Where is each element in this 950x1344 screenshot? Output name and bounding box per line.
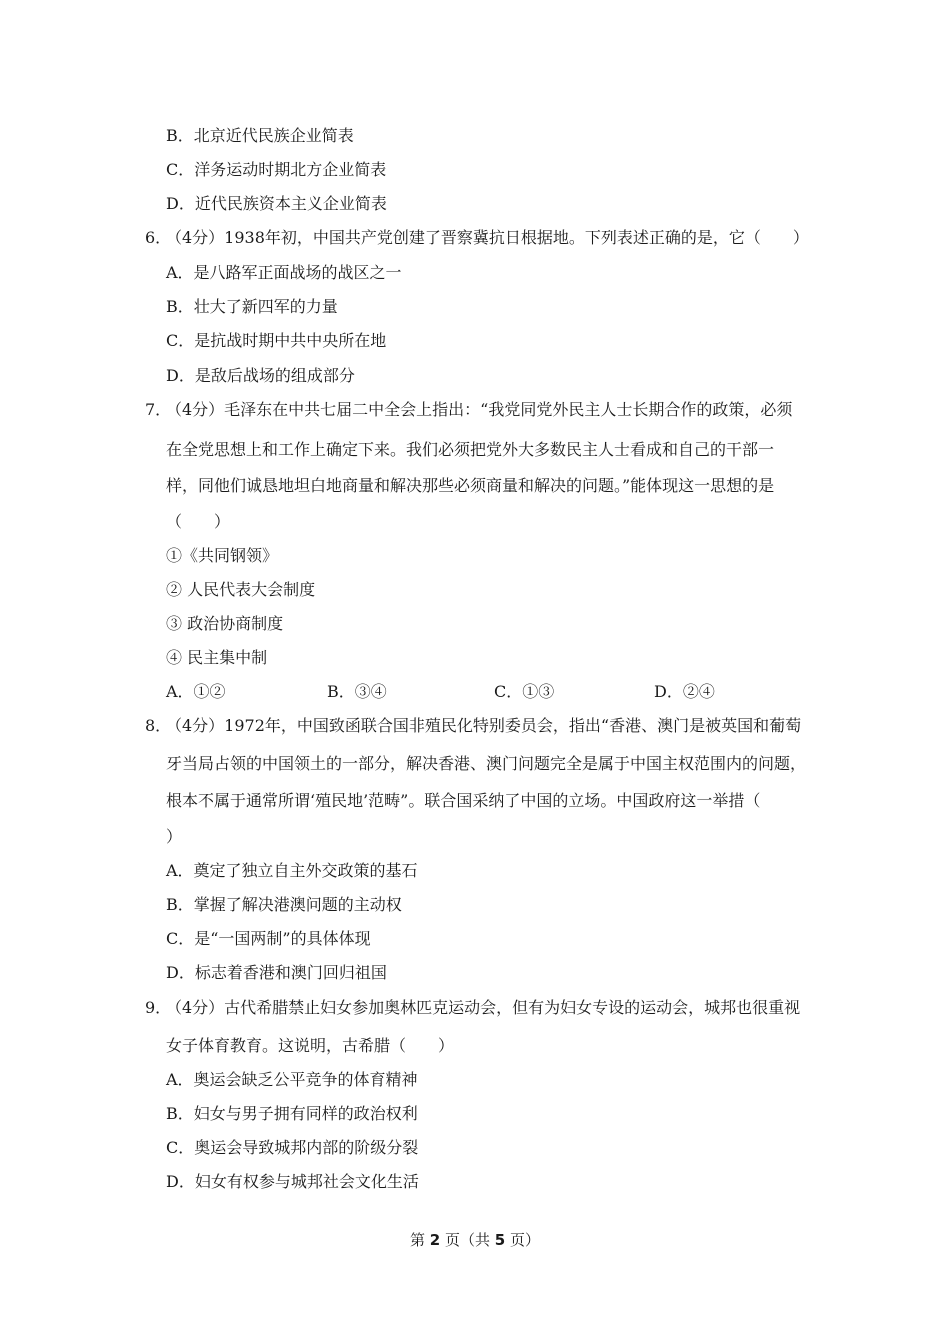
footer-middle: 页（共	[444, 1231, 490, 1249]
question-9-option-c: C．奥运会导致城邦内部的阶级分裂	[166, 1138, 419, 1157]
question-7-choice-b: B．③④	[327, 682, 387, 701]
question-9-option-a: A．奥运会缺乏公平竞争的体育精神	[166, 1070, 418, 1089]
question-6-option-b: B．壮大了新四军的力量	[166, 297, 338, 316]
question-8-stem-line: （4分）1972年，中国致函联合国非殖民化特别委员会，指出“香港、澳门是被英国和葡萄	[166, 716, 802, 735]
question-9-option-d: D．妇女有权参与城邦社会文化生活	[166, 1172, 419, 1191]
footer-prefix: 第	[409, 1231, 425, 1249]
question-7-choice-a: A．①②	[166, 682, 226, 701]
question-7-stem-line: 在全党思想上和工作上确定下来。我们必须把党外大多数民主人士看成和自己的干部一	[166, 440, 775, 459]
option-b: B．北京近代民族企业简表	[166, 126, 354, 145]
question-8-option-a: A．奠定了独立自主外交政策的基石	[166, 861, 418, 880]
question-7-item-1: ①《共同钢领》	[166, 546, 279, 565]
footer-page-number: 2	[429, 1231, 441, 1249]
question-7-stem-line: （ ）	[166, 512, 231, 531]
page-footer	[0, 1229, 950, 1251]
question-6-number: 6．	[145, 228, 172, 247]
question-9-option-b: B．妇女与男子拥有同样的政治权利	[166, 1104, 418, 1123]
footer-total-pages: 5	[494, 1231, 506, 1249]
question-6-option-c: C．是抗战时期中共中央所在地	[166, 331, 387, 350]
option-c: C．洋务运动时期北方企业简表	[166, 160, 387, 179]
question-8-option-d: D．标志着香港和澳门回归祖国	[166, 963, 387, 982]
question-7-item-2: ② 人民代表大会制度	[166, 580, 316, 599]
question-7-item-4: ④ 民主集中制	[166, 648, 268, 667]
question-7-choice-d: D．②④	[654, 682, 715, 701]
question-7-stem-line: （4分）毛泽东在中共七届二中全会上指出：“我党同党外民主人士长期合作的政策，必须	[166, 400, 793, 419]
option-d: D．近代民族资本主义企业简表	[166, 194, 387, 213]
question-8-stem-line: 牙当局占领的中国领土的一部分，解决香港、澳门问题完全是属于中国主权范围内的问题，	[166, 754, 807, 773]
question-9-number: 9．	[145, 998, 172, 1017]
question-7-item-3: ③ 政治协商制度	[166, 614, 284, 633]
question-8-option-b: B．掌握了解决港澳问题的主动权	[166, 895, 402, 914]
question-8-stem-line: ）	[166, 827, 183, 846]
question-6-option-d: D．是敌后战场的组成部分	[166, 366, 355, 385]
question-9-stem-line: （4分）古代希腊禁止妇女参加奥林匹克运动会，但有为妇女专设的运动会，城邦也很重视	[166, 998, 801, 1017]
question-8-number: 8．	[145, 716, 172, 735]
footer-suffix: 页）	[510, 1231, 541, 1249]
question-7-stem-line: 样，同他们诚恳地坦白地商量和解决那些必须商量和解决的问题。”能体现这一思想的是	[166, 476, 775, 495]
question-8-option-c: C．是“一国两制”的具体体现	[166, 929, 371, 948]
question-8-stem-line: 根本不属于通常所谓‘殖民地’范畴”。联合国采纳了中国的立场。中国政府这一举措（	[166, 791, 761, 810]
question-6-stem: （4分）1938年初，中国共产党创建了晋察冀抗日根据地。下列表述正确的是，它（ ）	[166, 228, 809, 247]
question-6-option-a: A．是八路军正面战场的战区之一	[166, 263, 402, 282]
question-9-stem-line: 女子体育教育。这说明，古希腊（ ）	[166, 1036, 455, 1055]
question-7-choice-c: C．①③	[494, 682, 555, 701]
question-7-number: 7．	[145, 400, 172, 419]
